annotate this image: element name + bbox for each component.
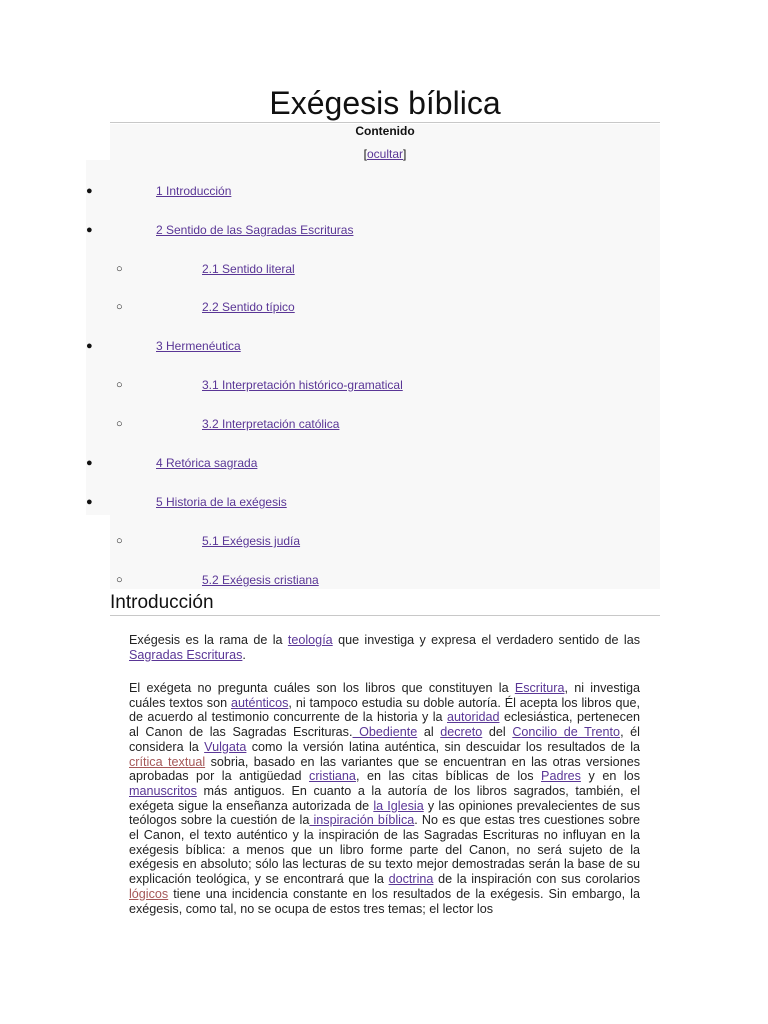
bullet-disc-icon: ● [86, 457, 93, 469]
toc-title: Contenido [355, 124, 415, 138]
section-heading: Introducción [110, 592, 214, 613]
toc-item[interactable] [116, 378, 403, 393]
inline-link[interactable]: Escritura [514, 681, 565, 695]
section-divider [110, 615, 660, 616]
paragraph-text: sobria, basado en las variantes que se encuentran en las otras versiones aprobadas por la antigüedad [129, 754, 640, 784]
paragraph-text: El exégeta no pregunta cuáles son los libros que constituyen la [129, 681, 515, 695]
page-title: Exégesis bíblica [269, 85, 501, 121]
paragraph-text: al [417, 725, 441, 740]
inline-link[interactable]: Vulgata [204, 739, 247, 754]
inline-link[interactable]: cristiana [309, 769, 356, 784]
paragraph-text: y las opiniones prevalecientes de sus teólogos sobre la cuestión de la [129, 798, 640, 828]
toc-link[interactable]: 5.1 Exégesis judía [202, 534, 301, 548]
paragraph-text: de la inspiración con sus corolarios [433, 872, 640, 887]
toc-item[interactable] [116, 417, 340, 432]
toc-item[interactable] [86, 456, 258, 471]
inline-link[interactable]: teología [287, 633, 333, 647]
paragraph [129, 633, 640, 662]
bullet-circle-icon: ○ [116, 574, 123, 586]
inline-link[interactable]: Concilio de Trento [512, 725, 621, 740]
paragraph-text: . [242, 647, 246, 662]
inline-link[interactable]: manuscritos [129, 783, 197, 798]
paragraph-text: del [482, 725, 513, 740]
toc-link[interactable]: 3.2 Interpretación católica [202, 417, 340, 431]
inline-link[interactable]: auténticos [231, 695, 289, 710]
toc-link[interactable]: 5 Historia de la exégesis [156, 495, 287, 509]
paragraph-text: eclesiástica, pertenecen al Canon de las Sagradas Escrituras. [129, 710, 640, 740]
toc-item[interactable] [116, 534, 301, 549]
toc-item[interactable] [86, 495, 287, 510]
paragraph-text: , ni investiga cuáles textos son [129, 681, 640, 710]
paragraph-text: , en las citas bíblicas de los [355, 769, 542, 784]
bullet-circle-icon: ○ [116, 535, 123, 547]
inline-link[interactable]: Obediente [352, 725, 418, 740]
paragraph-text: más antiguos. En cuanto a la autoría de los libros sagrados, también, el exégeta sigue la enseñanza autorizada de [129, 783, 640, 813]
inline-link[interactable]: inspiración bíblica [309, 813, 415, 828]
inline-link[interactable]: decreto [440, 725, 483, 740]
inline-link-missing[interactable]: lógicos [129, 886, 169, 901]
toc-link[interactable]: 4 Retórica sagrada [156, 456, 258, 470]
inline-link[interactable]: Padres [541, 769, 581, 784]
bullet-disc-icon: ● [86, 340, 93, 352]
toc-link[interactable]: 2.1 Sentido literal [202, 262, 295, 276]
inline-link-missing[interactable]: crítica textual [129, 754, 206, 769]
paragraph-text: , ni tampoco estudia su doble autoría. Él acepta los libros que, de acuerdo al testimonio concurrente de la historia y la [129, 695, 640, 725]
toc-item[interactable] [86, 184, 232, 199]
toc-item[interactable] [116, 573, 319, 588]
toc-item[interactable] [116, 300, 295, 315]
paragraph-text: , él considera la [129, 725, 640, 754]
title-divider [110, 122, 660, 123]
paragraph-text: Exégesis es la rama de la [129, 633, 288, 647]
paragraph-text: . No es que estas tres cuestiones sobre el Canon, el texto auténtico y la inspiración de las Sagradas Escrituras no influyan en la exégesis bíblica: a menos que un libro forme parte del Canon, no será sujeto de la exégesis en absoluto; sólo las lecturas de su texto mejor demostradas serán la base de su explicación teológica, y se encontrará que la [129, 813, 640, 887]
toc-toggle: [ocultar] [363, 147, 407, 161]
toc-link[interactable]: 3 Hermenéutica [156, 339, 241, 353]
toc-link[interactable]: 2 Sentido de las Sagradas Escrituras [156, 223, 354, 237]
paragraph-text: tiene una incidencia constante en los resultados de la exégesis. Sin embargo, la exégesis, como tal, no se ocupa de estos tres temas; el lector los [129, 886, 640, 916]
bullet-circle-icon: ○ [116, 301, 123, 313]
toc-item[interactable] [86, 223, 354, 238]
bullet-disc-icon: ● [86, 224, 93, 236]
bullet-circle-icon: ○ [116, 418, 123, 430]
toc-link[interactable]: 5.2 Exégesis cristiana [202, 573, 319, 587]
inline-link[interactable]: la Iglesia [373, 798, 424, 813]
toc-item[interactable] [86, 339, 241, 354]
toc-hide-link[interactable]: ocultar [366, 147, 404, 161]
inline-link[interactable]: doctrina [388, 872, 434, 887]
inline-link[interactable]: Sagradas Escrituras [129, 647, 243, 662]
bullet-circle-icon: ○ [116, 263, 123, 275]
toc-link[interactable]: 1 Introducción [156, 184, 232, 198]
bullet-circle-icon: ○ [116, 379, 123, 391]
bullet-disc-icon: ● [86, 185, 93, 197]
paragraph-text: como la versión latina auténtica, sin descuidar los resultados de la [246, 739, 641, 754]
toc-link[interactable]: 3.1 Interpretación histórico-gramatical [202, 378, 403, 392]
bullet-disc-icon: ● [86, 496, 93, 508]
toc-item[interactable] [116, 262, 295, 277]
inline-link[interactable]: autoridad [447, 710, 500, 725]
toc-link[interactable]: 2.2 Sentido típico [202, 300, 295, 314]
paragraph-text: que investiga y expresa el verdadero sentido de las [332, 633, 640, 647]
paragraph-text: y en los [580, 769, 640, 784]
paragraph [129, 681, 640, 916]
